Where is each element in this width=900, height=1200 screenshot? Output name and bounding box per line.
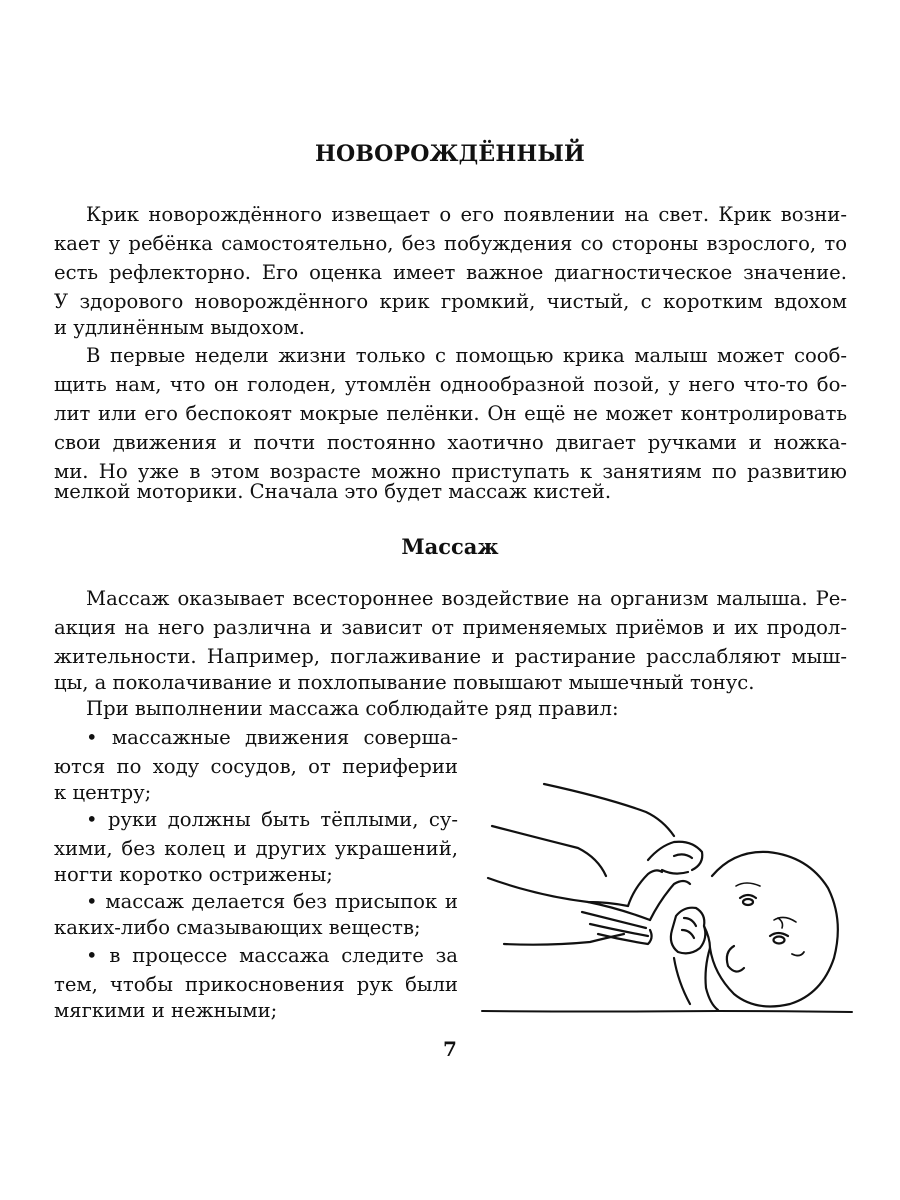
baby-massage-illustration: [478, 768, 858, 1020]
text-line: цы, а поколачивание и похлопывание повышают мышечный тонус.: [54, 671, 755, 694]
list-item-line: • в процессе массажа следите за: [86, 944, 458, 967]
text-line: Массаж оказывает всестороннее воздействие на организм малыша. Ре-: [86, 587, 847, 610]
text-line: мелкой моторики. Сначала это будет массаж кистей.: [54, 480, 612, 503]
section-heading: Массаж: [401, 534, 499, 559]
text-line: щить нам, что он голоден, утомлён однообразной позой, у него что-то бо-: [54, 373, 847, 396]
text-line: есть рефлекторно. Его оценка имеет важное диагностическое значение.: [54, 261, 847, 284]
text-line: лит или его беспокоят мокрые пелёнки. Он ещё не может контролировать: [54, 402, 847, 425]
list-item-line: тем, чтобы прикосновения рук были: [54, 973, 458, 996]
list-item-line: мягкими и нежными;: [54, 999, 278, 1022]
text-line: акция на него различна и зависит от применяемых приёмов и их продол-: [54, 616, 847, 639]
text-line: и удлинённым выдохом.: [54, 316, 306, 339]
list-item-line: хими, без колец и других украшений,: [54, 837, 458, 860]
text-line: свои движения и почти постоянно хаотично двигает ручками и ножка-: [54, 431, 847, 454]
text-line: кает у ребёнка самостоятельно, без побуждения со стороны взрослого, то: [54, 232, 847, 255]
text-line: Крик новорождённого извещает о его появлении на свет. Крик возни-: [86, 203, 847, 226]
page-number: 7: [443, 1037, 457, 1061]
list-item-line: • массаж делается без присыпок и: [86, 890, 458, 913]
baby-massage-drawing: [478, 768, 858, 1020]
text-line: ми. Но уже в этом возрасте можно приступать к занятиям по развитию: [54, 460, 847, 483]
list-item-line: • руки должны быть тёплыми, су-: [86, 808, 458, 831]
list-item-line: ногти коротко острижены;: [54, 863, 333, 886]
list-item-line: к центру;: [54, 781, 152, 804]
text-line: жительности. Например, поглаживание и растирание расслабляют мыш-: [54, 645, 847, 668]
text-line: При выполнении массажа соблюдайте ряд правил:: [86, 697, 619, 720]
page-title: НОВОРОЖДЁННЫЙ: [314, 141, 585, 167]
list-item-line: ются по ходу сосудов, от периферии: [54, 755, 458, 778]
list-item-line: • массажные движения соверша-: [86, 726, 458, 749]
list-item-line: каких-либо смазывающих веществ;: [54, 916, 421, 939]
text-line: В первые недели жизни только с помощью крика малыш может сооб-: [86, 344, 847, 367]
text-line: У здорового новорождённого крик громкий, чистый, с коротким вдохом: [54, 290, 847, 313]
